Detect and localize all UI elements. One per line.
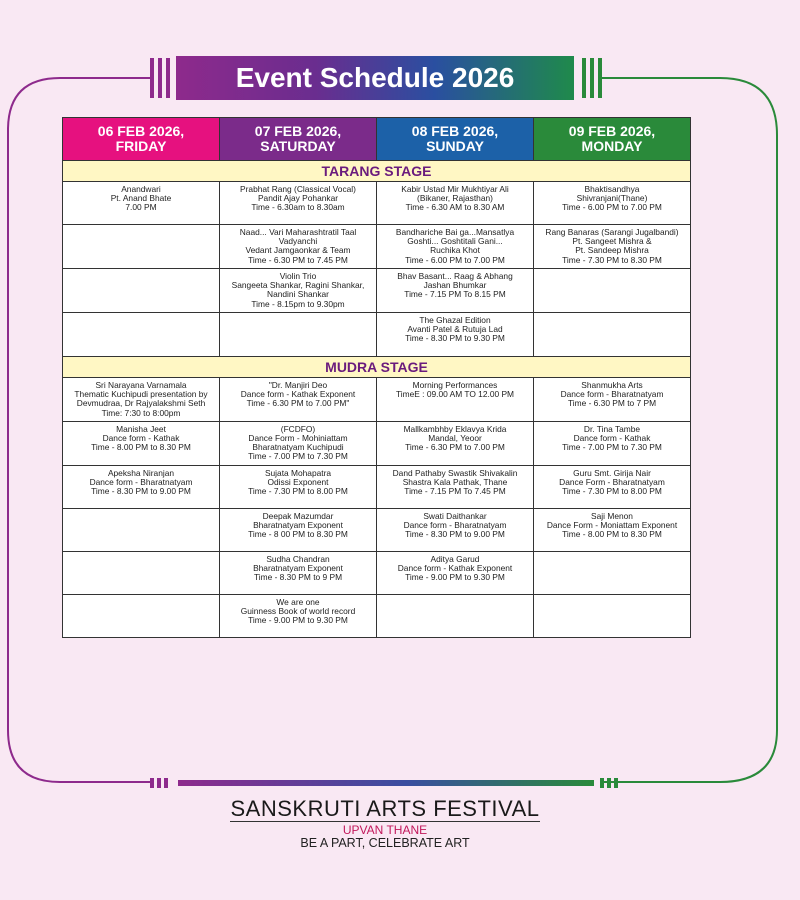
event-cell: Naad... Vari Maharashtratil Taal Vadyanchi Vedant Jamgaonkar & Team Time - 6.30 PM to 7.45 PM	[220, 225, 377, 269]
event-cell	[63, 269, 220, 313]
day-date: 08 FEB 2026,	[411, 123, 499, 139]
event-cell: Violin Trio Sangeeta Shankar, Ragini Shankar, Nandini Shankar Time - 8.15pm to 9.30pm	[220, 269, 377, 313]
day-date: 06 FEB 2026,	[97, 123, 185, 139]
event-cell	[534, 269, 691, 313]
event-cell: Saji Menon Dance Form - Moniattam Exponent Time - 8.00 PM to 8.30 PM	[534, 508, 691, 551]
day-date: 09 FEB 2026,	[568, 123, 656, 139]
event-cell: Bandhariche Bai ga...Mansatlya Goshti... Goshtitali Gani... Ruchika Khot Time - 6.00 PM to 7.00 PM	[377, 225, 534, 269]
event-cell: Sri Narayana Varnamala Thematic Kuchipudi presentation by Devmudraa, Dr Rajyalakshmi Seth Time: 7:30 to 8:00pm	[63, 378, 220, 422]
event-cell: Sudha Chandran Bharatnatyam Exponent Time - 8.30 PM to 9 PM	[220, 551, 377, 594]
event-cell: Kabir Ustad Mir Mukhtiyar Ali (Bikaner, Rajasthan) Time - 6.30 AM to 8.30 AM	[377, 182, 534, 225]
stage-row	[63, 161, 691, 182]
day-header	[377, 118, 534, 161]
table-row	[63, 594, 691, 637]
event-cell: Apeksha Niranjan Dance form - Bharatnatyam Time - 8.30 PM to 9.00 PM	[63, 465, 220, 508]
event-cell	[63, 225, 220, 269]
event-cell: (FCDFO) Dance Form - Mohiniattam Bharatnatyam Kuchipudi Time - 7.00 PM to 7.30 PM	[220, 421, 377, 465]
event-cell: Prabhat Rang (Classical Vocal) Pandit Ajay Pohankar Time - 6.30am to 8.30am	[220, 182, 377, 225]
table-row	[63, 421, 691, 465]
event-cell: Dr. Tina Tambe Dance form - Kathak Time - 7.00 PM to 7.30 PM	[534, 421, 691, 465]
day-header	[63, 118, 220, 161]
event-cell	[534, 313, 691, 357]
stage-title: TARANG STAGE	[63, 161, 691, 182]
event-cell	[63, 551, 220, 594]
event-cell	[534, 551, 691, 594]
event-cell: We are one Guinness Book of world record Time - 9.00 PM to 9.30 PM	[220, 594, 377, 637]
stage-row	[63, 357, 691, 378]
stage-title: MUDRA STAGE	[63, 357, 691, 378]
event-cell: Aditya Garud Dance form - Kathak Exponent Time - 9.00 PM to 9.30 PM	[377, 551, 534, 594]
schedule-table	[62, 117, 691, 638]
table-row	[63, 465, 691, 508]
event-cell: Bhav Basant... Raag & Abhang Jashan Bhumkar Time - 7.15 PM To 8.15 PM	[377, 269, 534, 313]
day-weekday: SATURDAY	[260, 138, 336, 154]
day-date: 07 FEB 2026,	[254, 123, 342, 139]
day-weekday: FRIDAY	[115, 138, 167, 154]
page-title: Event Schedule 2026	[176, 56, 574, 100]
event-cell	[63, 508, 220, 551]
event-cell: The Ghazal Edition Avanti Patel & Rutuja Lad Time - 8.30 PM to 9.30 PM	[377, 313, 534, 357]
day-header	[534, 118, 691, 161]
table-row	[63, 313, 691, 357]
festival-tagline: BE A PART, CELEBRATE ART	[300, 836, 470, 850]
event-cell: Deepak Mazumdar Bharatnatyam Exponent Time - 8 00 PM to 8.30 PM	[220, 508, 377, 551]
day-header	[220, 118, 377, 161]
event-cell: Bhaktisandhya Shivranjani(Thane) Time - 6.00 PM to 7.00 PM	[534, 182, 691, 225]
event-cell: Dand Pathaby Swastik Shivakalin Shastra Kala Pathak, Thane Time - 7.15 PM To 7.45 PM	[377, 465, 534, 508]
festival-venue: UPVAN THANE	[342, 823, 428, 837]
footer-divider	[230, 821, 540, 822]
table-row	[63, 182, 691, 225]
event-cell: Morning Performances TimeE : 09.00 AM TO 12.00 PM	[377, 378, 534, 422]
event-cell: Rang Banaras (Sarangi Jugalbandi) Pt. Sangeet Mishra & Pt. Sandeep Mishra Time - 7.30 PM to 8.30 PM	[534, 225, 691, 269]
event-cell	[534, 594, 691, 637]
event-cell	[63, 594, 220, 637]
event-cell: Swati Daithankar Dance form - Bharatnatyam Time - 8.30 PM to 9.00 PM	[377, 508, 534, 551]
day-weekday: MONDAY	[581, 138, 643, 154]
event-cell: Shanmukha Arts Dance form - Bharatnatyam Time - 6.30 PM to 7 PM	[534, 378, 691, 422]
table-row	[63, 269, 691, 313]
event-cell	[220, 313, 377, 357]
event-cell	[63, 313, 220, 357]
festival-name: SANSKRUTI ARTS FESTIVAL	[230, 796, 540, 821]
event-cell: "Dr. Manjiri Deo Dance form - Kathak Exponent Time - 6.30 PM to 7.00 PM"	[220, 378, 377, 422]
event-cell	[377, 594, 534, 637]
day-header-row	[63, 118, 691, 161]
event-cell: Sujata Mohapatra Odissi Exponent Time - 7.30 PM to 8.00 PM	[220, 465, 377, 508]
event-cell: Manisha Jeet Dance form - Kathak Time - 8.00 PM to 8.30 PM	[63, 421, 220, 465]
day-weekday: SUNDAY	[426, 138, 484, 154]
event-cell: Guru Smt. Girija Nair Dance Form - Bharatnatyam Time - 7.30 PM to 8.00 PM	[534, 465, 691, 508]
table-row	[63, 378, 691, 422]
event-cell: Anandwari Pt. Anand Bhate 7.00 PM	[63, 182, 220, 225]
event-cell: Mallkambhby Eklavya Krida Mandal, Yeoor Time - 6.30 PM to 7.00 PM	[377, 421, 534, 465]
table-row	[63, 508, 691, 551]
table-row	[63, 225, 691, 269]
table-row	[63, 551, 691, 594]
